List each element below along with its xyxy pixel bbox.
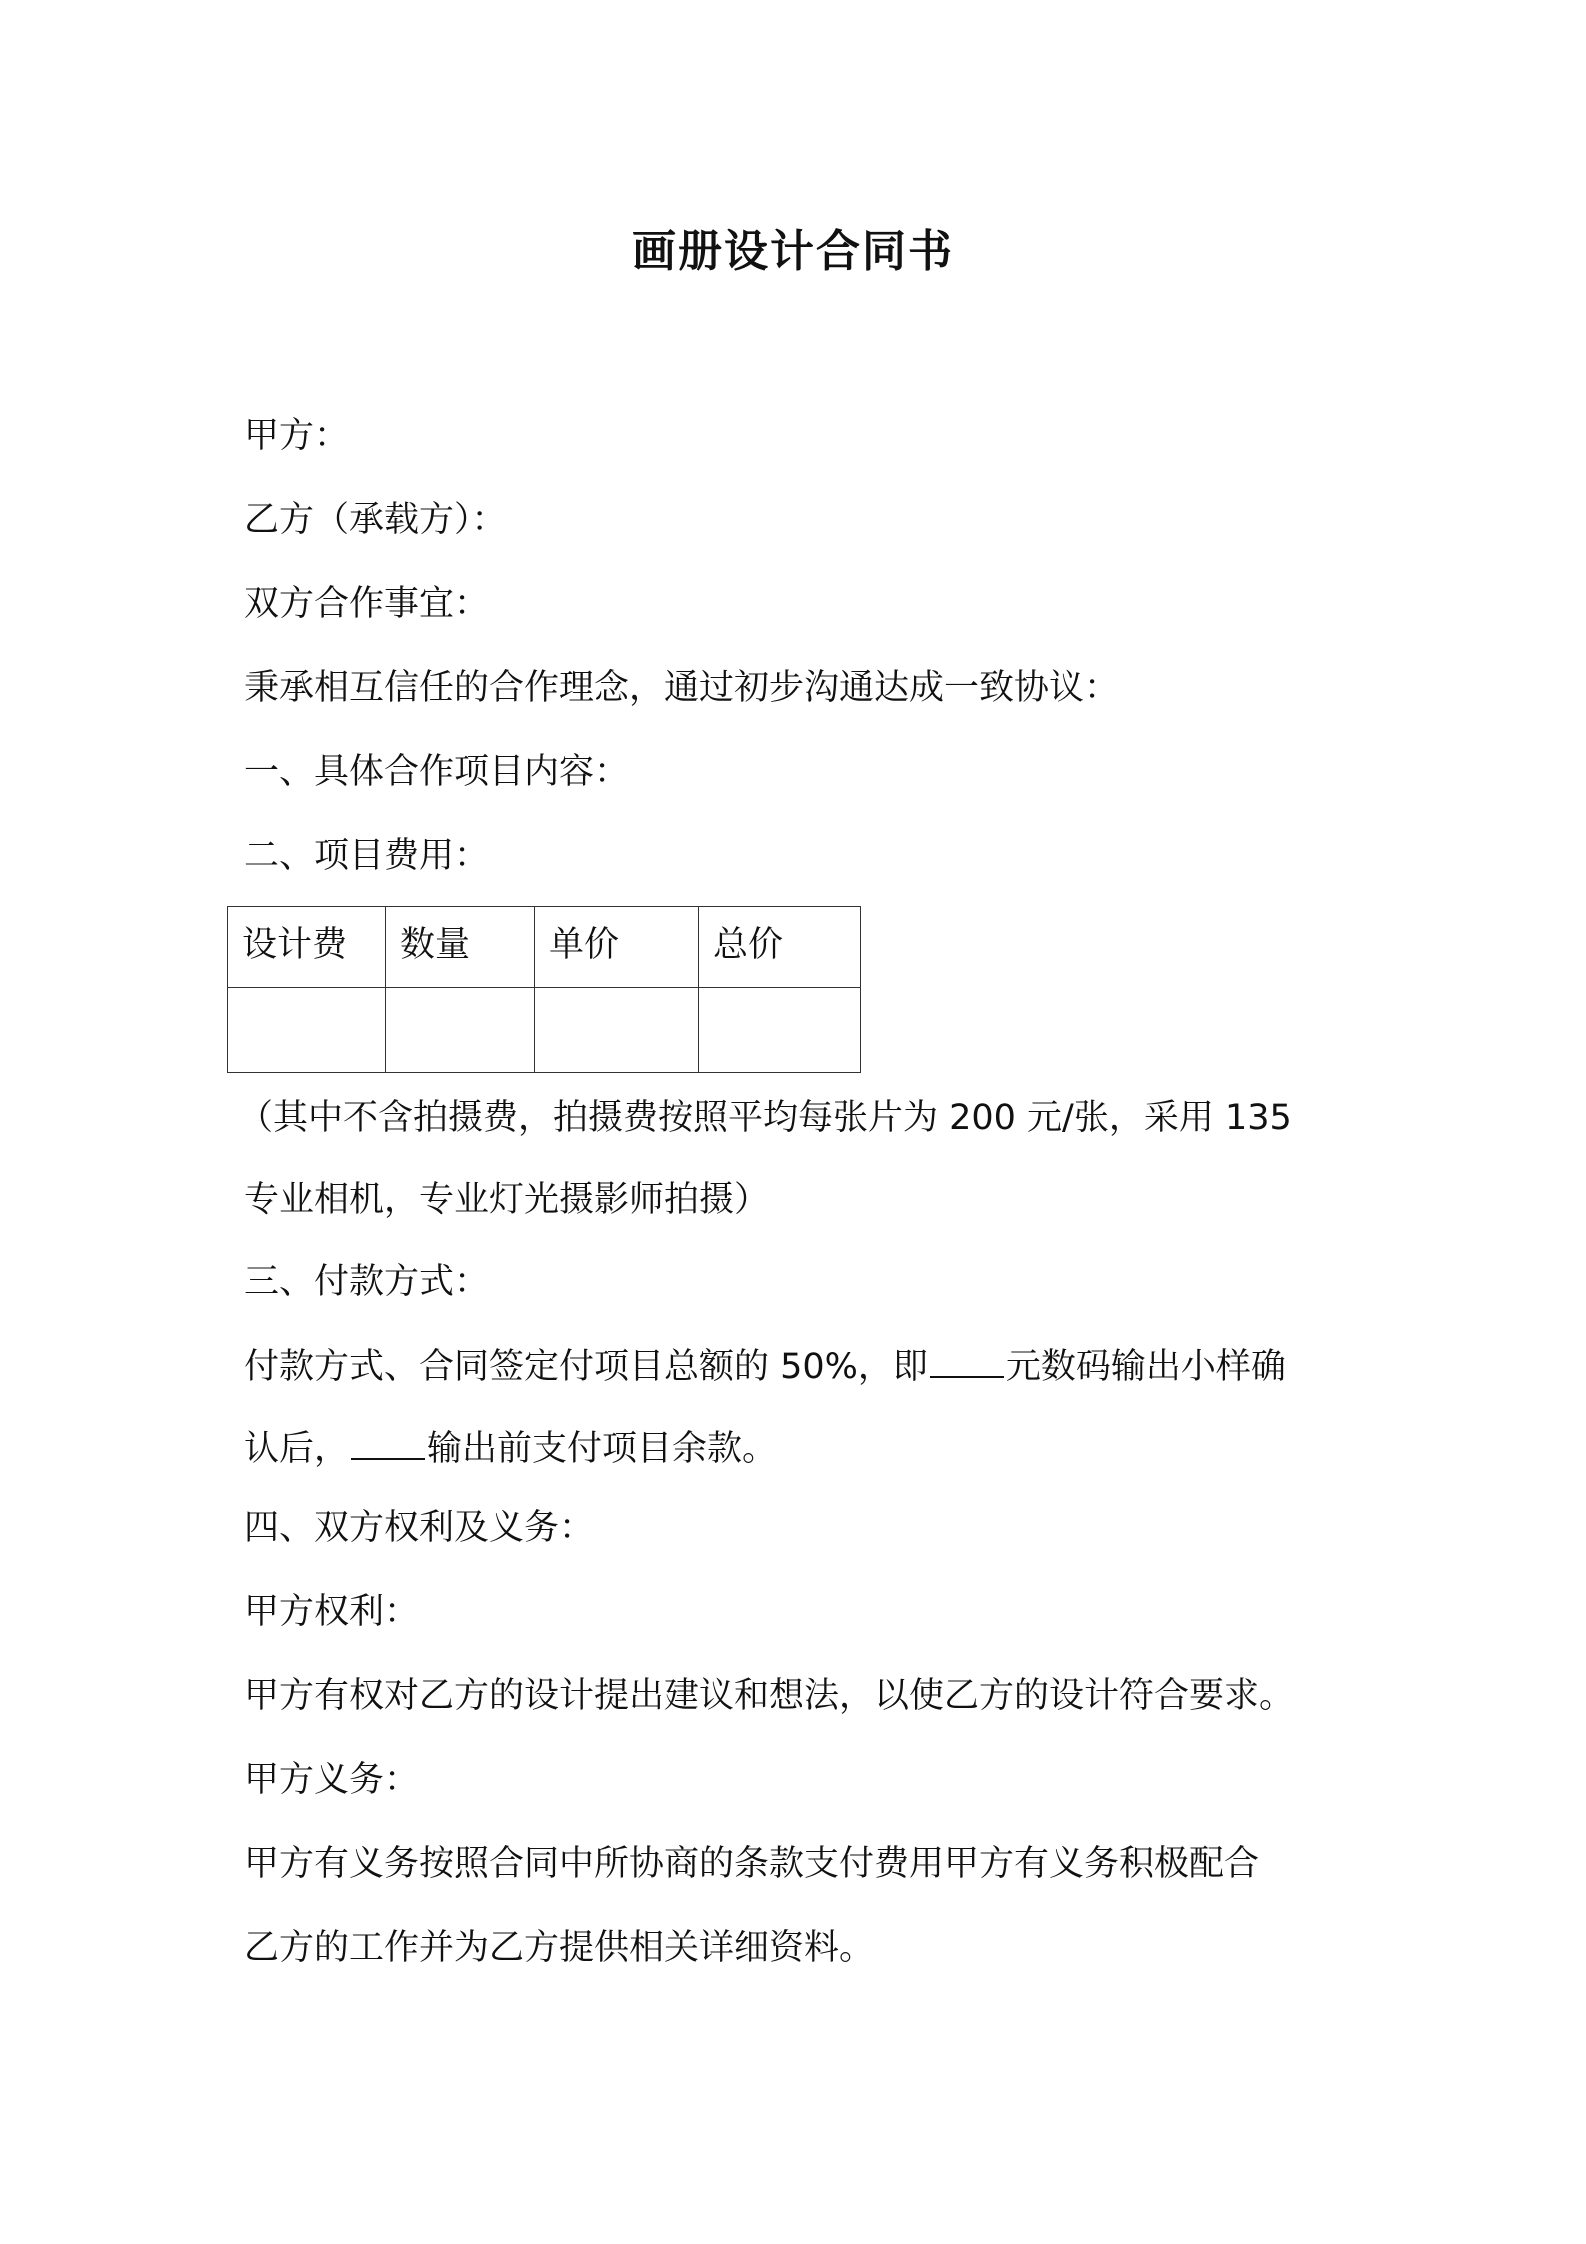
party-a-duties-line-2: 乙方的工作并为乙方提供相关详细资料。 [244,1928,875,1968]
fee-table [227,906,861,1073]
payment-text-1a: 付款方式、合同签定付项目总额的 50%，即 [244,1347,928,1387]
payment-text-2a: 认后， [244,1429,350,1469]
fee-header-quantity: 数量 [386,907,535,988]
balance-timing-blank [351,1422,425,1460]
fee-header-unit-price: 单价 [535,907,699,988]
fee-cell-unit-price [535,988,699,1073]
party-a-rights-heading: 甲方权利： [244,1592,420,1632]
payment-text-1b: 元数码输出小样确 [1005,1347,1286,1387]
party-a-label: 甲方： [244,416,350,456]
fee-header-total-price: 总价 [699,907,861,988]
section-2-heading: 二、项目费用： [244,836,490,876]
fee-table-row [228,988,861,1073]
intro-paragraph: 秉承相互信任的合作理念，通过初步沟通达成一致协议： [244,668,1120,708]
document-title: 画册设计合同书 [632,226,954,277]
fee-table-header-row [228,907,861,988]
payment-text-2b: 输出前支付项目余款。 [427,1429,778,1469]
party-b-label: 乙方（承载方）： [244,500,507,540]
fee-cell-total-price [699,988,861,1073]
fee-cell-design-fee [228,988,386,1073]
deposit-amount-blank [930,1340,1004,1378]
payment-line-1 [244,1340,1286,1391]
party-a-duties-heading: 甲方义务： [244,1760,420,1800]
party-a-duties-line-1: 甲方有义务按照合同中所协商的条款支付费用甲方有义务积极配合 [244,1844,1260,1884]
fee-header-design-fee: 设计费 [228,907,386,988]
section-3-heading: 三、付款方式： [244,1262,490,1302]
fee-note-line-1: （其中不含拍摄费，拍摄费按照平均每张片为 200 元/张，采用 135 [238,1098,1292,1138]
cooperation-matters-label: 双方合作事宜： [244,584,490,624]
fee-note-line-2: 专业相机，专业灯光摄影师拍摄） [244,1180,770,1220]
payment-line-2 [244,1422,777,1473]
section-1-heading: 一、具体合作项目内容： [244,752,630,792]
fee-cell-quantity [386,988,535,1073]
section-4-heading: 四、双方权利及义务： [244,1508,595,1548]
party-a-rights-text: 甲方有权对乙方的设计提出建议和想法，以使乙方的设计符合要求。 [244,1676,1295,1716]
